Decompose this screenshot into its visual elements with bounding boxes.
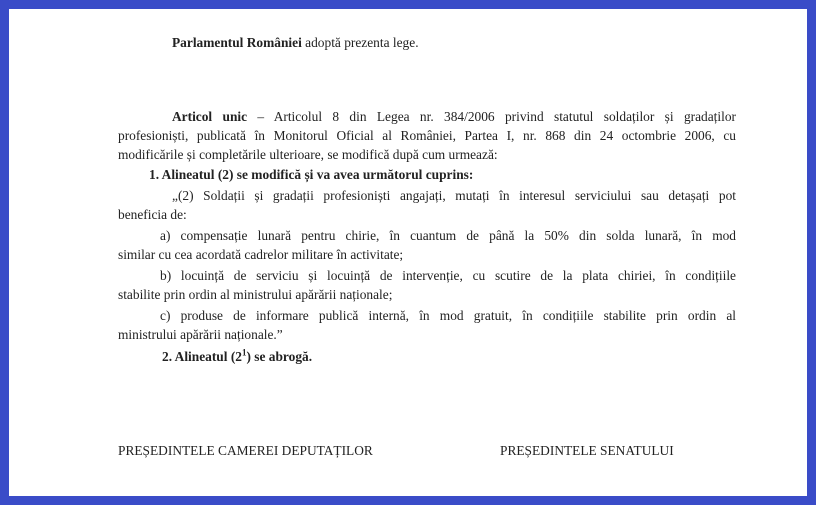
paragraph-2-line-2: beneficia de: [118, 207, 187, 222]
item-c-line-1: c) produse de informare publică internă, în mod gratuit, în condițiile stabilite prin ordin al [160, 308, 736, 323]
paragraph-2-line-1: „(2) Soldații și gradații profesioniști angajați, mutați în interesul serviciului sau detașați pot [172, 188, 736, 203]
signature-chamber-of-deputies: PREȘEDINTELE CAMEREI DEPUTAȚILOR [118, 443, 373, 458]
item-a-line-1: a) compensație lunară pentru chirie, în cuantum de până la 50% din solda lunară, în mod [160, 228, 736, 243]
article-label: Articol unic [172, 109, 248, 124]
point-2-heading [162, 347, 312, 366]
point-2-text-after: ) se abrogă. [246, 349, 313, 364]
item-b-line-1: b) locuință de serviciu și locuință de intervenție, cu scutire de la plata chiriei, în condițiile [160, 268, 736, 283]
point-2-superscript: 1 [241, 347, 247, 358]
article-line-1 [172, 107, 736, 126]
article-line-3: modificările și completările ulterioare, se modifică după cum urmează: [118, 147, 498, 162]
item-b-line-2: stabilite prin ordin al ministrului apărării naționale; [118, 287, 393, 302]
article-line-2: profesioniști, publicată în Monitorul Oficial al României, Partea I, nr. 868 din 24 octombrie 2006, cu [118, 128, 736, 143]
intro-line [172, 33, 419, 52]
article-text-1: – Articolul 8 din Legea nr. 384/2006 privind statutul soldaților și gradaților [247, 109, 736, 124]
item-c-line-2: ministrului apărării naționale.” [118, 327, 283, 342]
parliament-name: Parlamentul României [172, 35, 302, 50]
signature-senate: PREȘEDINTELE SENATULUI [500, 443, 674, 458]
point-2-text-before: 2. Alineatul (2 [162, 349, 242, 364]
intro-text: adoptă prezenta lege. [301, 35, 419, 50]
item-a-line-2: similar cu cea acordată cadrelor militare în activitate; [118, 247, 404, 262]
point-1-heading: 1. Alineatul (2) se modifică și va avea următorul cuprins: [149, 167, 474, 182]
